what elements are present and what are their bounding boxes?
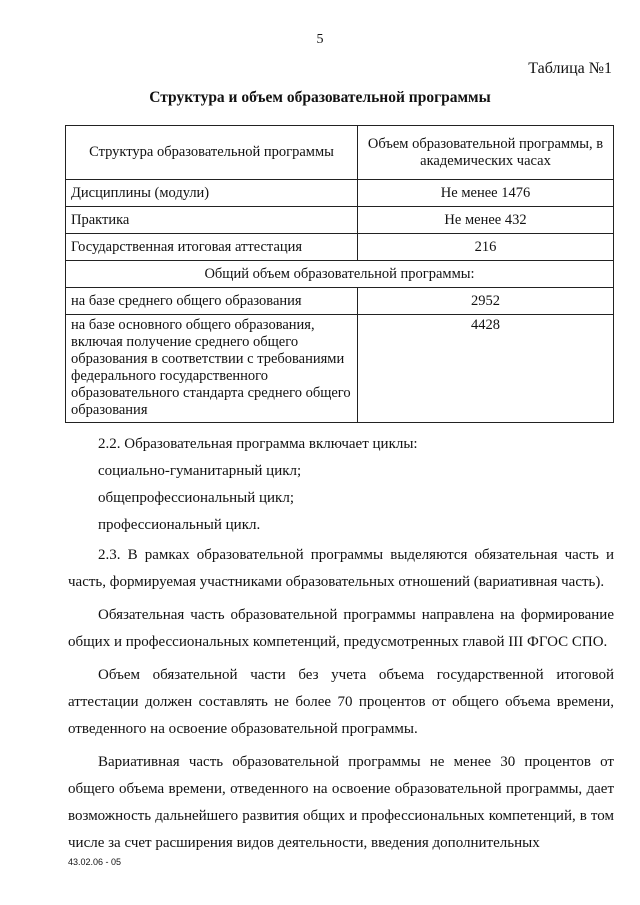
table-title: Структура и объем образовательной программы (149, 89, 491, 106)
total-heading-row (66, 261, 614, 288)
paragraph: Вариативная часть образовательной программы не менее 30 процентов от общего объема времени, отведенного на освоение образовательной программы, дает возможность дальнейшего развития общих и профессиональных компетенций, в том числе за счет расширения видов деятельности, введения дополнительных (68, 754, 614, 851)
page-number: 5 (316, 32, 324, 47)
row-label: на базе среднего общего образования (66, 288, 358, 315)
row-label: на базе основного общего образования, включая получение среднего общего образования в соответствии с требованиями федерального государственного образовательного стандарта среднего общего образования (66, 315, 358, 423)
row-label: Практика (66, 207, 358, 234)
paragraph: Обязательная часть образовательной программы направлена на формирование общих и профессиональных компетенций, предусмотренных главой III ФГОС СПО. (68, 607, 614, 650)
header-volume: Объем образовательной программы, в академических часах (358, 126, 614, 180)
table-row (66, 234, 614, 261)
paragraph: 2.2. Образовательная программа включает циклы: (98, 436, 418, 452)
body-text (68, 431, 614, 857)
row-label: Дисциплины (модули) (66, 180, 358, 207)
table-row (66, 315, 614, 423)
total-heading: Общий объем образовательной программы: (66, 261, 614, 288)
row-value: Не менее 432 (358, 207, 614, 234)
row-value: 216 (358, 234, 614, 261)
row-value: 4428 (358, 315, 614, 423)
list-item: социально-гуманитарный цикл; (98, 463, 302, 479)
program-structure-table (65, 125, 614, 423)
row-value: 2952 (358, 288, 614, 315)
footer-code: 43.02.06 - 05 (68, 857, 122, 867)
list-item: общепрофессиональный цикл; (98, 490, 294, 506)
row-label: Государственная итоговая аттестация (66, 234, 358, 261)
table-row (66, 288, 614, 315)
row-value: Не менее 1476 (358, 180, 614, 207)
table-row (66, 180, 614, 207)
paragraph: 2.3. В рамках образовательной программы выделяются обязательная часть и часть, формируемая участниками образовательных отношений (вариативная часть). (68, 547, 614, 590)
table-label: Таблица №1 (528, 60, 612, 77)
table-header-row (66, 126, 614, 180)
list-item: профессиональный цикл. (98, 517, 261, 533)
table-row (66, 207, 614, 234)
paragraph: Объем обязательной части без учета объема государственной итоговой аттестации должен составлять не более 70 процентов от общего объема времени, отведенного на освоение образовательной программы. (68, 667, 614, 737)
header-structure: Структура образовательной программы (66, 126, 358, 180)
